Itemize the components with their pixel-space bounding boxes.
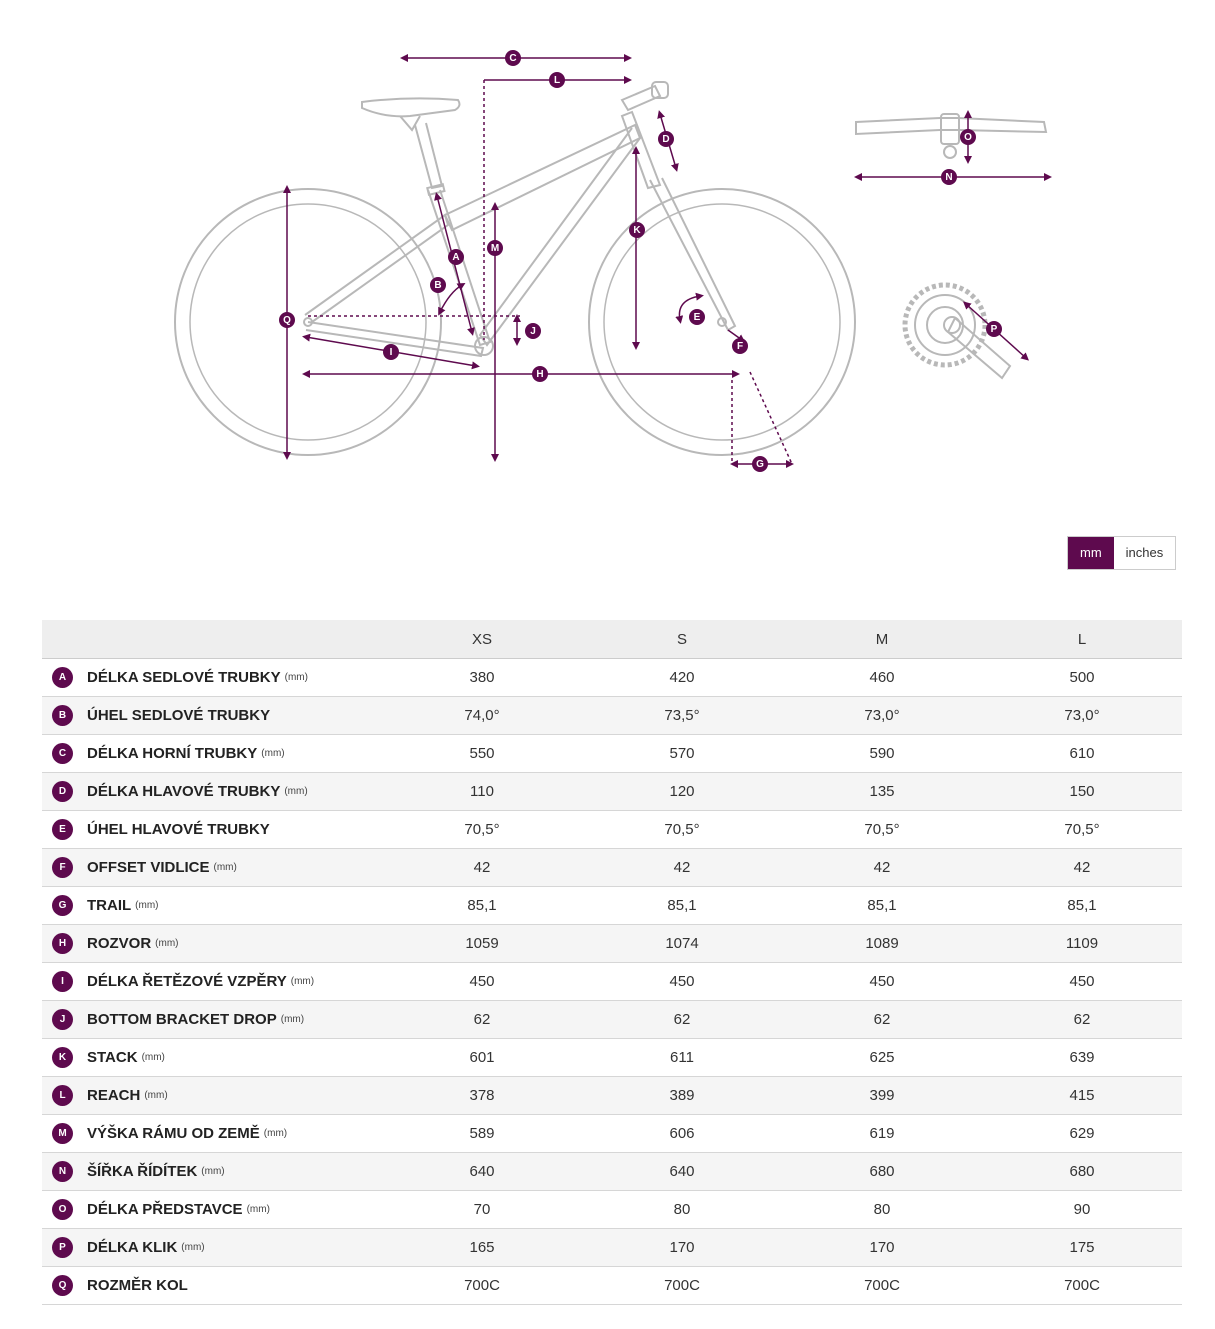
dimension-badge: G: [52, 895, 73, 916]
label-text-k: K: [633, 225, 641, 236]
cell-value: 680: [782, 1153, 982, 1191]
cell-value: 90: [982, 1191, 1182, 1229]
cell-value: 120: [582, 773, 782, 811]
label-text-g: G: [756, 459, 764, 470]
cell-value: 450: [982, 963, 1182, 1001]
dimension-name: TRAIL: [87, 897, 132, 914]
dimension-badge: C: [52, 743, 73, 764]
dimension-name: DÉLKA HLAVOVÉ TRUBKY: [87, 783, 281, 800]
cell-value: 1059: [382, 925, 582, 963]
cell-value: 610: [982, 735, 1182, 773]
cell-value: 80: [582, 1191, 782, 1229]
dimension-badge: L: [52, 1085, 73, 1106]
cell-value: 110: [382, 773, 582, 811]
cell-value: 150: [982, 773, 1182, 811]
table-row: [42, 1229, 1182, 1267]
cell-value: 165: [382, 1229, 582, 1267]
dimension-unit: (mm): [284, 672, 308, 683]
cell-value: 450: [382, 963, 582, 1001]
table-row: [42, 697, 1182, 735]
cell-value: 62: [382, 1001, 582, 1039]
dimension-name: ÚHEL HLAVOVÉ TRUBKY: [87, 821, 270, 838]
dimension-unit: (mm): [141, 1052, 165, 1063]
cell-value: 42: [982, 849, 1182, 887]
cell-value: 640: [382, 1153, 582, 1191]
table-header-row: [42, 620, 1182, 659]
dimension-name: STACK: [87, 1049, 138, 1066]
dimension-name: ROZMĚR KOL: [87, 1277, 188, 1294]
dimension-badge: Q: [52, 1275, 73, 1296]
cell-value: 378: [382, 1077, 582, 1115]
table-row: [42, 925, 1182, 963]
table-row: [42, 887, 1182, 925]
table-row: [42, 773, 1182, 811]
table-row: [42, 1267, 1182, 1305]
head-tube: [622, 112, 660, 188]
table-row: [42, 1077, 1182, 1115]
bike-outline: [175, 82, 855, 455]
label-text-e: E: [693, 312, 701, 323]
table-row: [42, 1039, 1182, 1077]
cell-value: 62: [782, 1001, 982, 1039]
cell-value: 74,0°: [382, 697, 582, 735]
cell-value: 590: [782, 735, 982, 773]
dimension-badge: O: [52, 1199, 73, 1220]
cell-value: 73,5°: [582, 697, 782, 735]
dimension-badge: F: [52, 857, 73, 878]
label-text-p: P: [990, 324, 998, 335]
dimension-unit: (mm): [135, 900, 159, 911]
table-row: [42, 811, 1182, 849]
row-label: [42, 659, 382, 697]
table-row: [42, 1001, 1182, 1039]
label-text-n: N: [945, 172, 953, 183]
cell-value: 1074: [582, 925, 782, 963]
geometry-table: [42, 620, 1182, 1305]
cell-value: 611: [582, 1039, 782, 1077]
cell-value: 70,5°: [982, 811, 1182, 849]
cell-value: 625: [782, 1039, 982, 1077]
header-size-xs: XS: [382, 620, 582, 659]
cell-value: 629: [982, 1115, 1182, 1153]
dimension-badge: E: [52, 819, 73, 840]
label-text-o: O: [964, 132, 972, 143]
dimension-badge: H: [52, 933, 73, 954]
dimension-badge: K: [52, 1047, 73, 1068]
table-row: [42, 1115, 1182, 1153]
dimension-badge: I: [52, 971, 73, 992]
front-wheel: [589, 189, 855, 455]
cell-value: 570: [582, 735, 782, 773]
cell-value: 640: [582, 1153, 782, 1191]
cell-value: 70: [382, 1191, 582, 1229]
dimension-badge: P: [52, 1237, 73, 1258]
cell-value: 380: [382, 659, 582, 697]
cell-value: 73,0°: [782, 697, 982, 735]
table-row: [42, 849, 1182, 887]
table-row: [42, 659, 1182, 697]
cell-value: 1109: [982, 925, 1182, 963]
dimension-name: ROZVOR: [87, 935, 152, 952]
label-text-a: A: [452, 252, 460, 263]
row-label: [42, 1115, 382, 1153]
row-label: [42, 1001, 382, 1039]
row-label: [42, 1077, 382, 1115]
row-label: [42, 697, 382, 735]
cell-value: 450: [782, 963, 982, 1001]
row-label: [42, 849, 382, 887]
table-row: [42, 1191, 1182, 1229]
label-text-l: L: [553, 75, 561, 86]
dimension-unit: (mm): [201, 1166, 225, 1177]
label-text-f: F: [736, 341, 744, 352]
cell-value: 680: [982, 1153, 1182, 1191]
label-text-i: I: [389, 347, 393, 358]
cell-value: 389: [582, 1077, 782, 1115]
label-text-j: J: [530, 326, 536, 337]
unit-mm-button[interactable]: mm: [1068, 537, 1114, 569]
table-row: [42, 1153, 1182, 1191]
dimension-badge: J: [52, 1009, 73, 1030]
cell-value: 42: [582, 849, 782, 887]
cell-value: 85,1: [982, 887, 1182, 925]
row-label: [42, 811, 382, 849]
row-label: [42, 1229, 382, 1267]
cell-value: 62: [582, 1001, 782, 1039]
handlebar-top-view: [856, 114, 1046, 158]
dimension-badge: M: [52, 1123, 73, 1144]
saddle: [362, 98, 459, 116]
row-label: [42, 1267, 382, 1305]
dimension-name: VÝŠKA RÁMU OD ZEMĚ: [87, 1125, 260, 1142]
row-label: [42, 887, 382, 925]
dimension-name: DÉLKA KLIK: [87, 1239, 178, 1256]
unit-inches-button[interactable]: inches: [1114, 537, 1176, 569]
header-size-m: M: [782, 620, 982, 659]
cell-value: 700C: [382, 1267, 582, 1305]
cell-value: 170: [582, 1229, 782, 1267]
seatpost: [415, 123, 442, 188]
header-label-column: [42, 620, 382, 659]
cell-value: 1089: [782, 925, 982, 963]
dimension-unit: (mm): [181, 1242, 205, 1253]
label-text-h: H: [536, 369, 544, 380]
dimension-name: DÉLKA HORNÍ TRUBKY: [87, 745, 258, 762]
cell-value: 85,1: [382, 887, 582, 925]
dimension-unit: (mm): [144, 1090, 168, 1101]
cell-value: 70,5°: [782, 811, 982, 849]
cell-value: 42: [382, 849, 582, 887]
cell-value: 135: [782, 773, 982, 811]
dimension-badge: N: [52, 1161, 73, 1182]
label-text-c: C: [509, 53, 517, 64]
cell-value: 550: [382, 735, 582, 773]
dimension-unit: (mm): [155, 938, 179, 949]
cell-value: 85,1: [582, 887, 782, 925]
row-label: [42, 1153, 382, 1191]
row-label: [42, 1039, 382, 1077]
row-label: [42, 925, 382, 963]
dimension-name: BOTTOM BRACKET DROP: [87, 1011, 277, 1028]
dimension-name: REACH: [87, 1087, 141, 1104]
dimension-unit: (mm): [261, 748, 285, 759]
row-label: [42, 1191, 382, 1229]
cell-value: 170: [782, 1229, 982, 1267]
cell-value: 589: [382, 1115, 582, 1153]
cell-value: 700C: [782, 1267, 982, 1305]
row-label: [42, 735, 382, 773]
label-text-q: Q: [283, 315, 291, 326]
bike-geometry-diagram: [0, 0, 1215, 520]
row-label: [42, 963, 382, 1001]
cell-value: 399: [782, 1077, 982, 1115]
cell-value: 70,5°: [382, 811, 582, 849]
cell-value: 85,1: [782, 887, 982, 925]
cell-value: 80: [782, 1191, 982, 1229]
cell-value: 415: [982, 1077, 1182, 1115]
frame-seat-stay: [305, 215, 448, 322]
cell-value: 450: [582, 963, 782, 1001]
dimension-unit: (mm): [290, 976, 315, 987]
cell-value: 70,5°: [582, 811, 782, 849]
dimension-unit: (mm): [246, 1204, 270, 1215]
dimension-name: ŠÍŘKA ŘÍDÍTEK: [87, 1163, 198, 1180]
dimension-badge: D: [52, 781, 73, 802]
dimension-name: ÚHEL SEDLOVÉ TRUBKY: [87, 707, 271, 724]
dimension-unit: (mm): [213, 862, 237, 873]
unit-toggle: [1067, 536, 1176, 570]
dimension-name: OFFSET VIDLICE: [87, 859, 210, 876]
dimension-name: DÉLKA PŘEDSTAVCE: [87, 1201, 243, 1218]
cell-value: 700C: [982, 1267, 1182, 1305]
dimension-unit: (mm): [263, 1128, 288, 1139]
cell-value: 73,0°: [982, 697, 1182, 735]
row-label: [42, 773, 382, 811]
cell-value: 460: [782, 659, 982, 697]
cell-value: 639: [982, 1039, 1182, 1077]
cell-value: 606: [582, 1115, 782, 1153]
cell-value: 175: [982, 1229, 1182, 1267]
label-text-b: B: [434, 280, 442, 291]
cell-value: 619: [782, 1115, 982, 1153]
dimension-name: DÉLKA ŘETĚZOVÉ VZPĚRY: [87, 973, 287, 990]
label-text-d: D: [662, 134, 670, 145]
cell-value: 42: [782, 849, 982, 887]
dimension-name: DÉLKA SEDLOVÉ TRUBKY: [87, 669, 281, 686]
cell-value: 420: [582, 659, 782, 697]
header-size-s: S: [582, 620, 782, 659]
cell-value: 500: [982, 659, 1182, 697]
cell-value: 62: [982, 1001, 1182, 1039]
fork: [650, 178, 735, 330]
dimension-unit: (mm): [280, 1014, 305, 1025]
table-row: [42, 735, 1182, 773]
label-text-m: M: [490, 243, 500, 254]
cell-value: 601: [382, 1039, 582, 1077]
header-size-l: L: [982, 620, 1182, 659]
table-row: [42, 963, 1182, 1001]
dimension-unit: (mm): [284, 786, 308, 797]
cell-value: 700C: [582, 1267, 782, 1305]
dimension-badge: B: [52, 705, 73, 726]
frame-seat-tube: [428, 190, 490, 345]
dimension-badge: A: [52, 667, 73, 688]
